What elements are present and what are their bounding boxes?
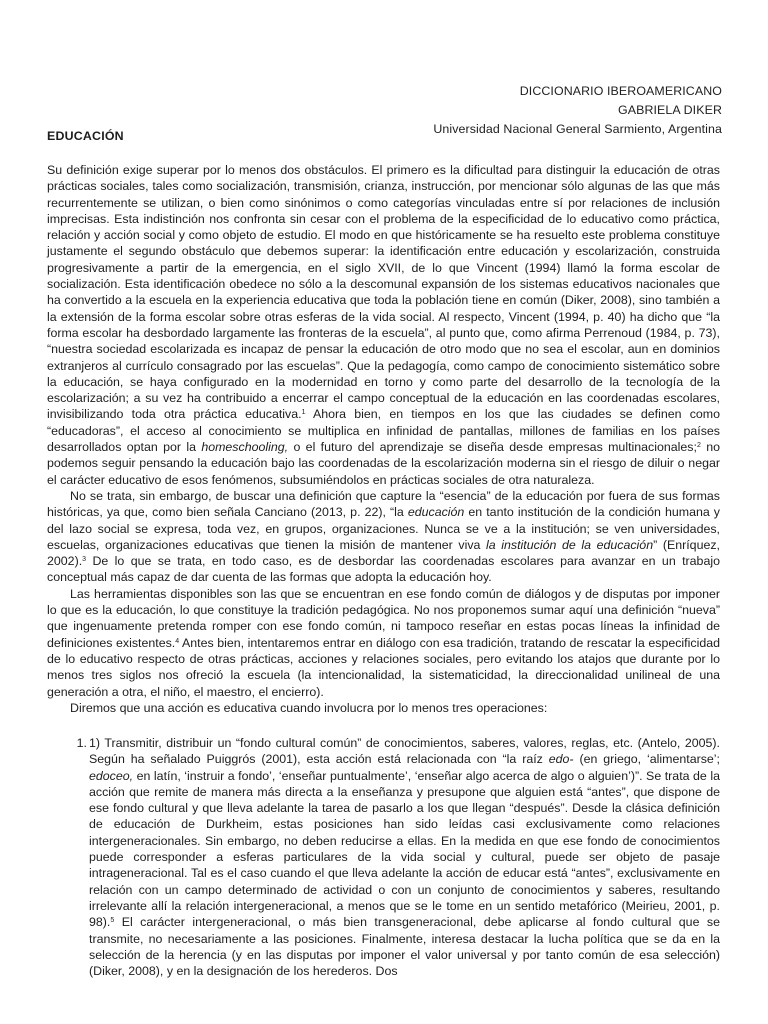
header-dictionary-name: DICCIONARIO IBEROAMERICANO	[519, 84, 722, 98]
document-header	[433, 82, 722, 139]
footnote-ref[interactable]: 5	[110, 917, 115, 925]
list-item-text: 1) Transmitir, distribuir un “fondo cultural común” de conocimientos, saberes, valores, reglas, etc. (Antelo, 2005). Según ha señalado Puiggrós (2001), esta acción está relacionada con “la raíz edo- (en griego, ‘alimentarse’; edoceo, en latín, ‘instruir a fondo’, ‘enseñar puntualmente’, ‘enseñar algo acerca de algo o alguien’)”. Se trata de la acción que remite de manera más directa a la enseñanza y presupone que alguien está “antes”, que dispone de ese fondo cultural y que lleva adelante la tarea de pasarlo a los que llegan “después”. Desde la clásica definición de educación de Durkheim, estas posiciones han sido leídas casi exclusivamente como relaciones intergeneracionales. Sin embargo, no deben reducirse a ellas. En la medida en que ese fondo de conocimientos puede corresponder a esferas particulares de la vida social y cultural, puede ser objeto de pasaje intrageneracional. Tal es el caso cuando el que lleva adelante la acción de educar está “antes”, exclusivamente en relación con un campo determinado de actividad o con un conjunto de conocimientos y saberes, resultando irrelevante allí la relación intergeneracional, a menos que se le tome en un sentido metafórico (Meirieu, 2001, p. 98).$^5$ El carácter intergeneracional, o más bien transgeneracional, debe aplicarse al fondo cultural que se transmite, no necesariamente a las posiciones. Finalmente, interesa destacar la lucha política que se da en la selección de la herencia (y en las disputas por imponer el valor universal y por tanto común de esa selección) (Diker, 2008), y en la designación de los herederos. Dos	[89, 736, 720, 979]
paragraph-3: Las herramientas disponibles son las que se encuentran en ese fondo común de diálogos y de disputas por imponer lo que es la educación, lo que constituye la tradición pedagógica. No nos proponemos sumar aquí una definición “nueva” que ingenuamente pretenda romper con ese fondo común, ni tampoco reseñar en estas pocas líneas la infinidad de definiciones existentes.$^4$ Antes bien, intentaremos entrar en diálogo con esa tradición, tratando de rescatar la especificidad de lo educativo respecto de otras prácticas, acciones y relaciones sociales, pero evitando los atajos que durante por lo menos tres siglos nos ofreció la escuela (la intencionalidad, la sistematicidad, la direccionalidad unilineal de una generación a otra, el niño, el maestro, el encierro).	[47, 586, 720, 699]
header-author: GABRIELA DIKER	[617, 103, 722, 117]
operations-list	[47, 735, 720, 979]
list-item	[47, 735, 720, 979]
entry-body	[47, 162, 720, 716]
footnote-ref[interactable]: 1	[301, 409, 306, 417]
header-affiliation: Universidad Nacional General Sarmiento, Argentina	[433, 122, 722, 136]
footnote-ref[interactable]: 3	[82, 556, 87, 564]
footnote-ref[interactable]: 2	[696, 442, 701, 450]
paragraph-4: Diremos que una acción es educativa cuando involucra por lo menos tres operaciones:	[70, 700, 548, 715]
paragraph-2: No se trata, sin embargo, de buscar una definición que capture la “esencia” de la educación por fuera de sus formas históricas, ya que, como bien señala Canciano (2013, p. 22), “la educación en tanto institución de la condición humana y del lazo social se expresa, toda vez, en grupos, organizaciones. Nunca se ve a la institución; se ven universidades, escuelas, organizaciones educativas que tienen la misión de mantener viva la institución de la educación” (Enríquez, 2002).$^3$ De lo que se trata, en todo caso, es de desbordar las coordenadas escolares para avanzar en un trabajo conceptual más capaz de dar cuenta de las formas que adopta la educación hoy.	[47, 488, 720, 585]
paragraph-1: Su definición exige superar por lo menos dos obstáculos. El primero es la dificultad para distinguir la educación de otras prácticas sociales, tales como socialización, transmisión, crianza, instrucción, por mencionar sólo algunas de las que más recurrentemente se utilizan, o bien como sinónimos o como categorías vinculadas entre sí por relaciones de inclusión imprecisas. Esta indistinción nos confronta sin cesar con el problema de la especificidad de lo educativo como práctica, relación y acción social y como objeto de estudio. El modo en que históricamente se ha resuelto este problema constituye justamente el segundo obstáculo que debemos superar: la identificación entre educación y escolarización, construida progresivamente a partir de la emergencia, en el siglo XVII, de lo que Vincent (1994) llamó la forma escolar de socialización. Esta identificación obedece no sólo a la descomunal expansión de los sistemas educativos nacionales que ha convertido a la escuela en la experiencia educativa que toda la población tiene en común (Diker, 2008), sino también a la extensión de la forma escolar sobre otras esferas de la vida social. Al respecto, Vincent (1994, p. 40) ha dicho que “la forma escolar ha desbordado largamente las fronteras de la escuela”, al punto que, como afirma Perrenoud (1984, p. 73), “nuestra sociedad escolarizada es incapaz de pensar la educación de otro modo que no sea el escolar, aun en dominios extranjeros al currículo consagrado por las escuelas”. Que la pedagogía, como campo de conocimiento sistemático sobre la educación, se haya configurado en la modernidad en torno y como parte del desarrollo de la tecnología de la escolarización; a su vez ha contribuido a encerrar el campo conceptual de la educación en las coordenadas escolares, invisibilizando toda otra práctica educativa.$^1$ Ahora bien, en tiempos en los que las ciudades se definen como “educadoras”, el acceso al conocimiento se multiplica en infinidad de pantallas, millones de familias en los países desarrollados optan por la homeschooling, o el futuro del aprendizaje se diseña desde empresas multinacionales;$^2$ no podemos seguir pensando la educación bajo las coordenadas de la escolarización moderna sin el riesgo de diluir o negar el carácter educativo de esos fenómenos, subsumiéndolos en prácticas sociales de otra naturaleza.	[47, 163, 721, 487]
footnote-ref[interactable]: 4	[175, 637, 180, 645]
entry-title: EDUCACIÓN	[47, 129, 124, 143]
list-item-number: 1.	[76, 736, 87, 750]
